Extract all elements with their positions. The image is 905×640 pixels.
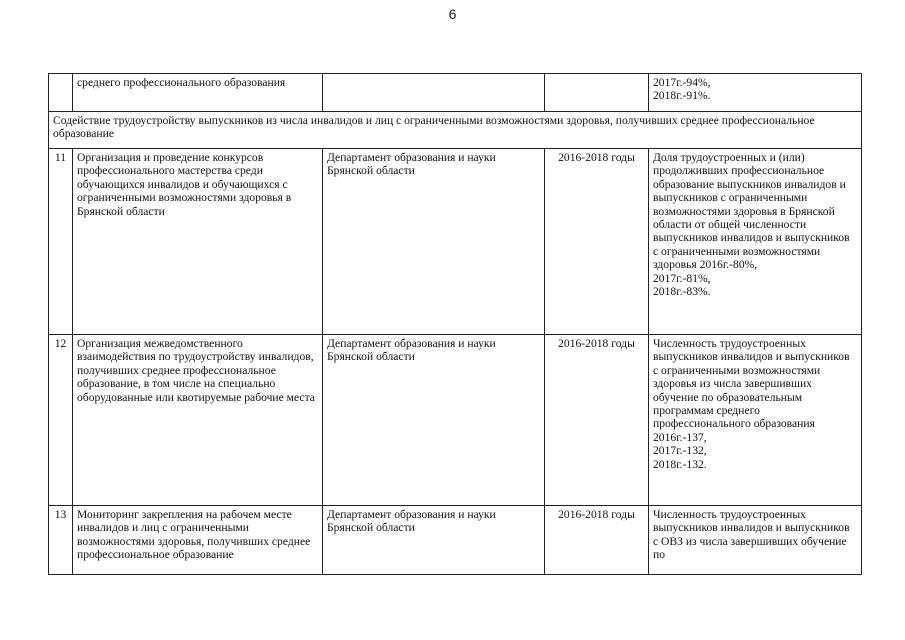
table-row — [49, 506, 862, 575]
activity-cell: среднего профессионального образования — [73, 74, 323, 112]
row-number — [49, 74, 73, 112]
section-header: Содействие трудоустройству выпускников из числа инвалидов и лиц с ограниченными возможностями здоровья, получивших среднее профессиональное образование — [49, 112, 862, 149]
period-cell: 2016-2018 годы — [545, 149, 649, 335]
measures-table — [48, 73, 862, 575]
table-row — [49, 149, 862, 335]
activity-cell: Мониторинг закрепления на рабочем месте инвалидов и лиц с ограниченными возможностями здоровья, получивших среднее профессиональное образование — [73, 506, 323, 575]
indicator-cell: Доля трудоустроенных и (или) продолживших профессиональное образование выпускников инвалидов и выпускников с ограниченными возможностями здоровья в Брянской области от общей численности выпускников инвалидов и выпускников с ограниченными возможностями здоровья 2016г.-80%, 2017г.-81%, 2018г.-83%. — [649, 149, 862, 335]
activity-cell: Организация и проведение конкурсов профессионального мастерства среди обучающихся инвалидов и обучающихся с ограниченными возможностями здоровья в Брянской области — [73, 149, 323, 335]
row-number: 11 — [49, 149, 73, 335]
indicator-cell: Численность трудоустроенных выпускников инвалидов и выпускников с ОВЗ из числа завершивших обучение по — [649, 506, 862, 575]
executor-cell: Департамент образования и науки Брянской области — [323, 149, 545, 335]
page-number: 6 — [448, 6, 457, 22]
table-row — [49, 74, 862, 112]
executor-cell: Департамент образования и науки Брянской области — [323, 506, 545, 575]
executor-cell — [323, 74, 545, 112]
table-row — [49, 335, 862, 506]
indicator-cell: Численность трудоустроенных выпускников инвалидов и выпускников с ограниченными возможностями здоровья из числа завершивших обучение по образовательным программам среднего профессионального образования 2016г.-137, 2017г.-132, 2018г.-132. — [649, 335, 862, 506]
period-cell: 2016-2018 годы — [545, 506, 649, 575]
activity-cell: Организация межведомственного взаимодействия по трудоустройству инвалидов, получивших среднее профессиональное образование, в том числе на специально оборудованные или квотируемые рабочие места — [73, 335, 323, 506]
executor-cell: Департамент образования и науки Брянской области — [323, 335, 545, 506]
section-header-row — [49, 112, 862, 149]
period-cell — [545, 74, 649, 112]
row-number: 12 — [49, 335, 73, 506]
row-number: 13 — [49, 506, 73, 575]
period-cell: 2016-2018 годы — [545, 335, 649, 506]
indicator-cell: 2017г.-94%, 2018г.-91%. — [649, 74, 862, 112]
